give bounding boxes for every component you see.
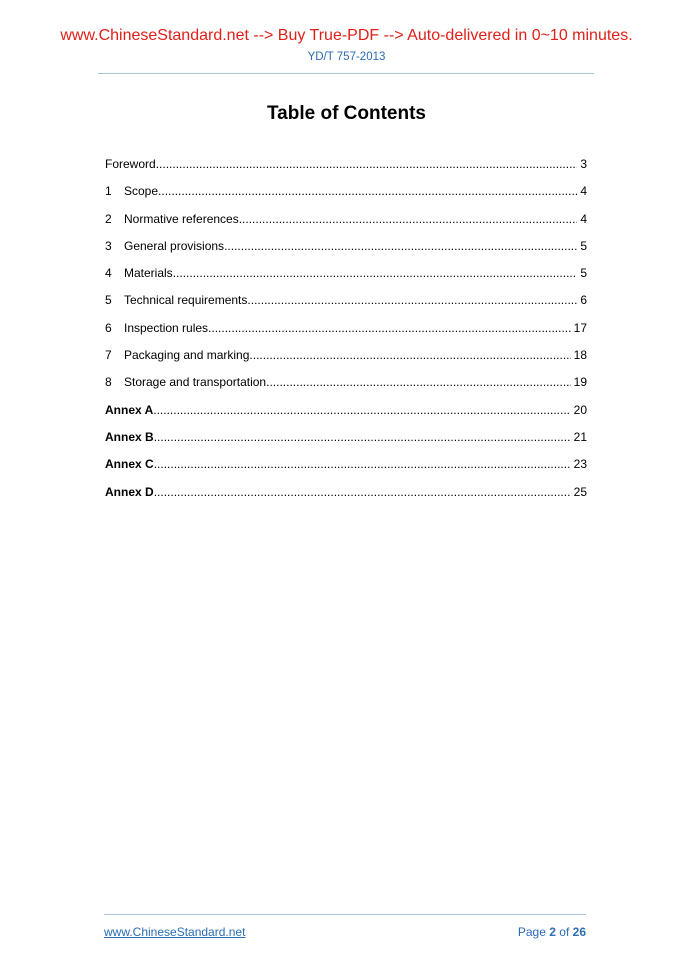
toc-leader (156, 156, 578, 172)
table-of-contents (105, 156, 587, 511)
toc-entry-inspection-rules[interactable] (105, 320, 587, 347)
toc-entry-normative-references[interactable] (105, 211, 587, 238)
current-page-number: 2 (549, 925, 556, 939)
toc-page-number: 5 (580, 238, 587, 253)
toc-entry-annex-c[interactable] (105, 456, 587, 483)
page-of: of (559, 925, 570, 939)
page-prefix: Page (517, 925, 546, 939)
toc-label: Annex C (105, 457, 154, 472)
toc-label: Normative references (124, 211, 239, 226)
toc-page-number: 4 (580, 184, 587, 199)
toc-entry-storage-and-transportation[interactable] (105, 374, 587, 401)
toc-label: Inspection rules (124, 320, 209, 335)
header-divider (98, 73, 594, 74)
toc-entry-foreword[interactable] (105, 156, 587, 183)
toc-page-number: 4 (580, 211, 587, 226)
toc-entry-scope[interactable] (105, 183, 587, 210)
toc-label: Foreword (105, 157, 156, 171)
toc-label: Materials (124, 266, 173, 281)
toc-number: 1 (105, 184, 112, 199)
toc-page-number: 20 (573, 402, 587, 417)
toc-page-number: 18 (573, 348, 587, 363)
footer-website-link[interactable]: www.ChineseStandard.net (104, 925, 246, 939)
toc-leader (224, 238, 577, 254)
toc-label: Annex B (105, 429, 154, 444)
toc-leader (154, 484, 571, 500)
toc-label: Technical requirements (124, 293, 248, 308)
toc-page-number: 3 (580, 157, 587, 171)
toc-leader (154, 429, 571, 445)
toc-number: 7 (105, 348, 112, 363)
toc-label: Storage and transportation (124, 375, 267, 390)
toc-number: 2 (105, 211, 112, 226)
toc-number: 8 (105, 375, 112, 390)
page-title: Table of Contents (266, 103, 427, 124)
toc-page-number: 19 (573, 375, 587, 390)
header-banner[interactable]: www.ChineseStandard.net --> Buy True-PDF --> Auto-delivered in 0~10 minutes. (60, 27, 633, 44)
toc-label: Annex A (105, 402, 154, 417)
toc-entry-annex-d[interactable] (105, 484, 587, 511)
toc-leader (173, 265, 578, 281)
toc-leader (153, 402, 570, 418)
toc-page-number: 21 (573, 429, 587, 444)
toc-label: General provisions (124, 238, 225, 253)
toc-entry-materials[interactable] (105, 265, 587, 292)
toc-leader (249, 347, 570, 363)
toc-leader (266, 374, 571, 390)
toc-page-number: 6 (580, 293, 587, 308)
toc-entry-technical-requirements[interactable] (105, 292, 587, 319)
total-pages: 26 (572, 925, 586, 939)
toc-label: Scope (124, 184, 159, 199)
toc-entry-annex-b[interactable] (105, 429, 587, 456)
toc-page-number: 23 (573, 457, 587, 472)
toc-number: 5 (105, 293, 112, 308)
toc-page-number: 25 (573, 484, 587, 499)
toc-leader (154, 456, 571, 472)
toc-number: 6 (105, 320, 112, 335)
toc-number: 4 (105, 266, 112, 281)
standard-code: YD/T 757-2013 (307, 51, 386, 63)
toc-entry-annex-a[interactable] (105, 402, 587, 429)
toc-leader (208, 320, 571, 336)
toc-number: 3 (105, 238, 112, 253)
toc-label: Annex D (105, 484, 154, 499)
toc-leader (239, 211, 578, 227)
footer-divider (104, 914, 586, 915)
toc-page-number: 5 (580, 266, 587, 281)
toc-leader (247, 292, 577, 308)
toc-label: Packaging and marking (124, 348, 250, 363)
page-indicator (518, 925, 586, 939)
toc-leader (158, 183, 577, 199)
toc-entry-general-provisions[interactable] (105, 238, 587, 265)
toc-page-number: 17 (573, 320, 587, 335)
toc-entry-packaging-and-marking[interactable] (105, 347, 587, 374)
